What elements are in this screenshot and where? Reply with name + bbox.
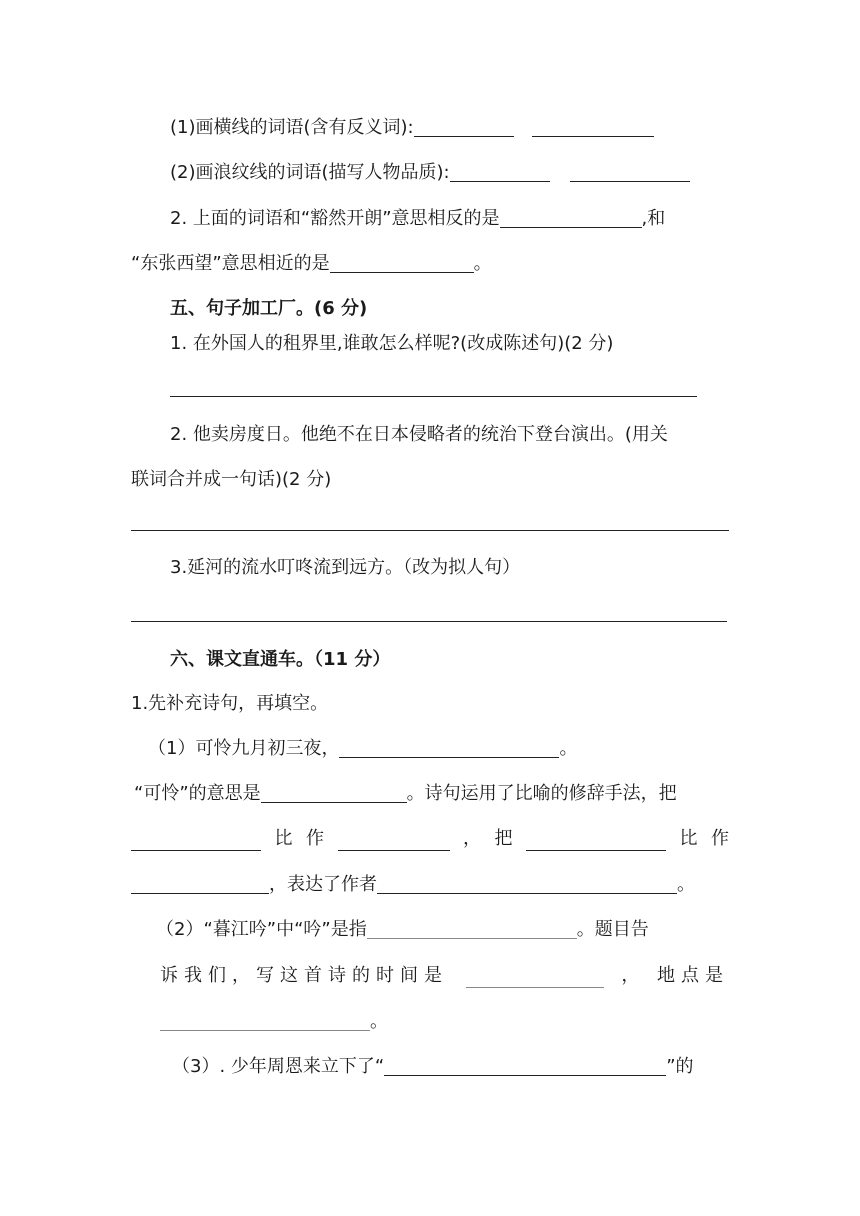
section-6-title: 六、课文直通车。（11 分）: [170, 649, 391, 670]
question-text: (2)画浪纹线的词语(描写人物品质):: [170, 162, 450, 183]
question-1-1: [170, 116, 654, 140]
question-text: （3）. 少年周恩来立下了“: [172, 1056, 385, 1077]
answer-blank[interactable]: [414, 118, 514, 137]
question-text: 。题目告: [576, 919, 649, 940]
answer-blank[interactable]: [330, 254, 474, 273]
question-text: 2. 上面的词语和“豁然开朗”意思相反的是: [170, 208, 500, 229]
sentence-1: 1. 在外国人的租界里,谁敢怎么样呢?(改成陈述句)(2 分): [170, 333, 614, 354]
express-line: [131, 873, 695, 897]
sentence-3: 3.延河的流水叮咚流到远方。（改为拟人句）: [170, 557, 521, 578]
answer-blank[interactable]: [367, 920, 577, 939]
answer-blank[interactable]: [532, 118, 654, 137]
answer-blank[interactable]: [339, 739, 559, 758]
punctuation: 。: [370, 1011, 388, 1032]
question-1-2-line3: [160, 1010, 388, 1034]
question-text: 比: [274, 828, 293, 849]
answer-blank[interactable]: [466, 969, 604, 988]
punctuation: ,和: [641, 208, 666, 229]
answer-blank[interactable]: [160, 1012, 370, 1031]
sentence-2-line2: 联词合并成一句话)(2 分): [131, 469, 332, 490]
section-5-title: 五、句子加工厂。(6 分): [170, 298, 368, 319]
question-text: （2）“暮江吟”中“吟”是指: [156, 919, 367, 940]
question-text: 比: [679, 828, 698, 849]
meaning-line: [134, 782, 677, 806]
answer-blank[interactable]: [526, 832, 666, 851]
punctuation: ，: [621, 965, 640, 986]
answer-blank[interactable]: [384, 1057, 666, 1076]
question-2-line1: [170, 207, 665, 231]
answer-blank[interactable]: [500, 209, 642, 228]
answer-blank[interactable]: [570, 163, 690, 182]
question-text: 地点是: [656, 965, 729, 986]
punctuation: 。: [473, 253, 492, 274]
question-text: 诉我们，写这首诗的时间是: [160, 965, 448, 986]
compare-line: [131, 827, 729, 851]
answer-blank[interactable]: [131, 875, 269, 894]
question-text: （1）可怜九月初三夜，: [148, 738, 340, 759]
question-1-3: [172, 1055, 694, 1079]
answer-blank[interactable]: [377, 875, 677, 894]
question-1-2-line2: [160, 964, 729, 988]
answer-blank[interactable]: [450, 163, 550, 182]
answer-blank[interactable]: [338, 832, 450, 851]
question-text: 作: [306, 828, 324, 849]
question-text: 。诗句运用了比喻的修辞手法，把: [406, 783, 677, 804]
sentence-2-line1: 2. 他卖房度日。他绝不在日本侵略者的统治下登台演出。(用关: [170, 424, 668, 445]
question-1: 1.先补充诗句，再填空。: [131, 693, 329, 714]
punctuation: 。: [677, 874, 695, 895]
question-1-2-line1: [156, 918, 649, 942]
punctuation: ，: [463, 828, 481, 849]
answer-line[interactable]: [131, 530, 729, 531]
answer-blank[interactable]: [131, 832, 261, 851]
question-text: 作: [711, 828, 729, 849]
question-text: ”的: [666, 1056, 694, 1077]
punctuation: 。: [559, 738, 578, 759]
question-text: 把: [494, 828, 513, 849]
answer-line[interactable]: [131, 621, 727, 622]
question-1-2: [170, 161, 690, 185]
question-text: “东张西望”意思相近的是: [131, 253, 330, 274]
question-2-line2: [131, 252, 492, 276]
answer-line[interactable]: [170, 396, 697, 397]
question-text: “可怜”的意思是: [134, 783, 261, 804]
question-1-1-poem: [148, 737, 577, 761]
answer-blank[interactable]: [261, 784, 407, 803]
question-text: ，表达了作者: [269, 874, 377, 895]
question-text: (1)画横线的词语(含有反义词):: [170, 117, 414, 138]
